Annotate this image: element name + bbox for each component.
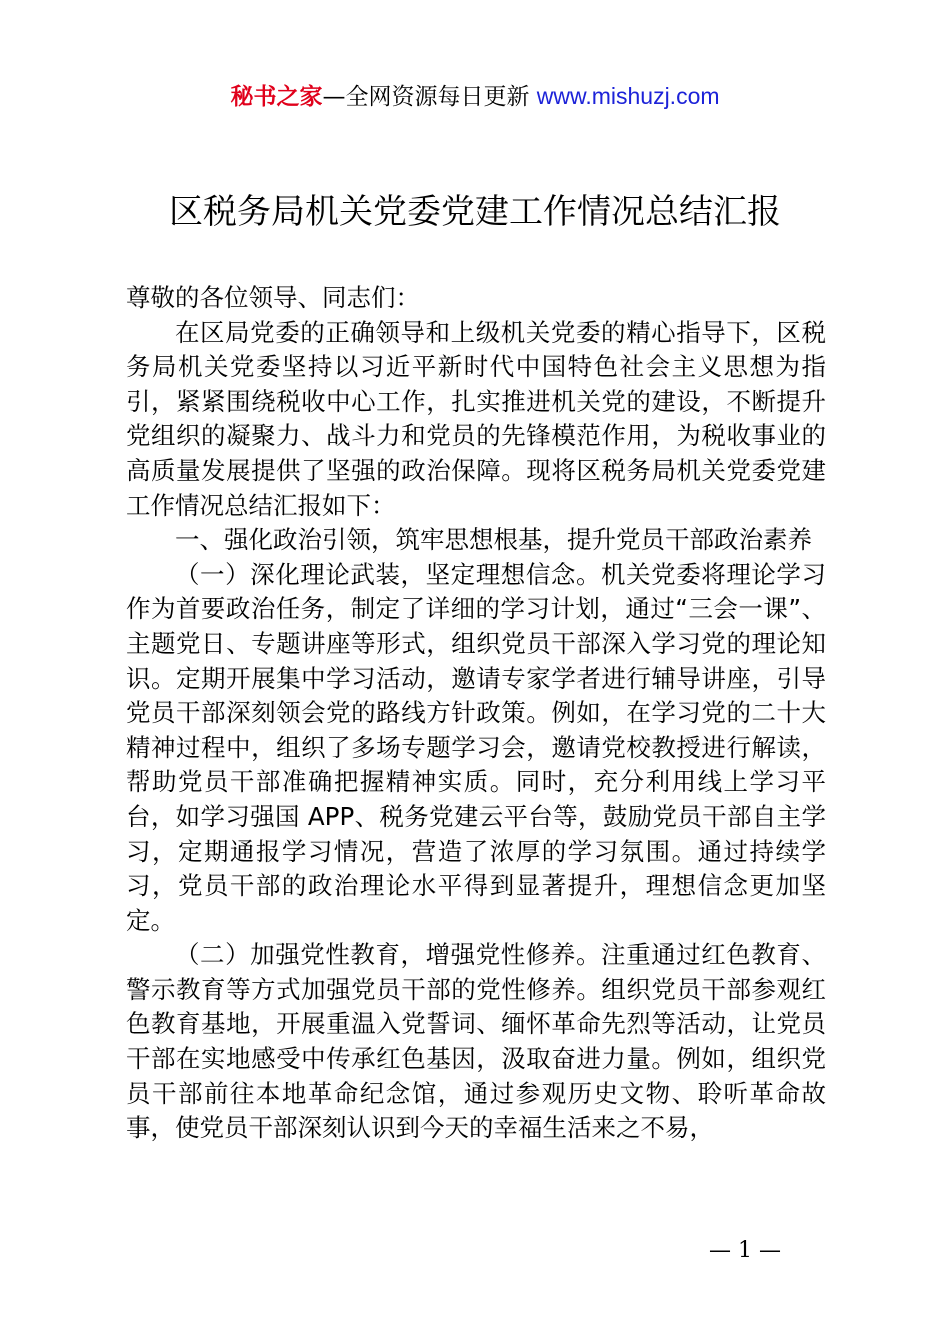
body-paragraph: （二）加强党性教育，增强党性修养。注重通过红色教育、警示教育等方式加强党员干部的党性修养。组织党员干部参观红色教育基地，开展重温入党誓词、缅怀革命先烈等活动，让党员干部在实地感受中传承红色基因，汲取奋进力量。例如，组织党员干部前往本地革命纪念馆，通过参观历史文物、聆听革命故事，使党员干部深刻认识到今天的幸福生活来之不易，: [126, 940, 826, 1143]
document-title: 区税务局机关党委党建工作情况总结汇报: [169, 192, 781, 232]
site-tagline: —全网资源每日更新: [322, 84, 537, 110]
section-heading: 一、强化政治引领，筑牢思想根基，提升党员干部政治素养: [175, 525, 812, 555]
intro-paragraph: 在区局党委的正确领导和上级机关党委的精心指导下，区税务局机关党委坚持以习近平新时代中国特色社会主义思想为指引，紧紧围绕税收中心工作，扎实推进机关党的建设，不断提升党组织的凝聚力、战斗力和党员的先锋模范作用，为税收事业的高质量发展提供了坚强的政治保障。现将区税务局机关党委党建工作情况总结汇报如下：: [126, 317, 826, 520]
salutation: 尊敬的各位领导、同志们：: [126, 283, 420, 312]
site-brand: 秘书之家: [230, 84, 323, 110]
page-number: — 1 —: [709, 1238, 781, 1263]
site-url: www.mishuzj.com: [536, 83, 720, 109]
body-paragraph: （一）深化理论武装，坚定理想信念。机关党委将理论学习作为首要政治任务，制定了详细的学习计划，通过“三会一课”、主题党日、专题讲座等形式，组织党员干部深入学习党的理论知识。定期开展集中学习活动，邀请专家学者进行辅导讲座，引导党员干部深刻领会党的路线方针政策。例如，在学习党的二十大精神过程中，组织了多场专题学习会，邀请党校教授进行解读，帮助党员干部准确把握精神实质。同时，充分利用线上学习平台，如学习强国 APP、税务党建云平台等，鼓励党员干部自主学习，定期通报学习情况，营造了浓厚的学习氛围。通过持续学习，党员干部的政治理论水平得到显著提升，理想信念更加坚定。: [126, 559, 826, 935]
site-banner: [0, 80, 950, 113]
document-body: [126, 281, 826, 1146]
